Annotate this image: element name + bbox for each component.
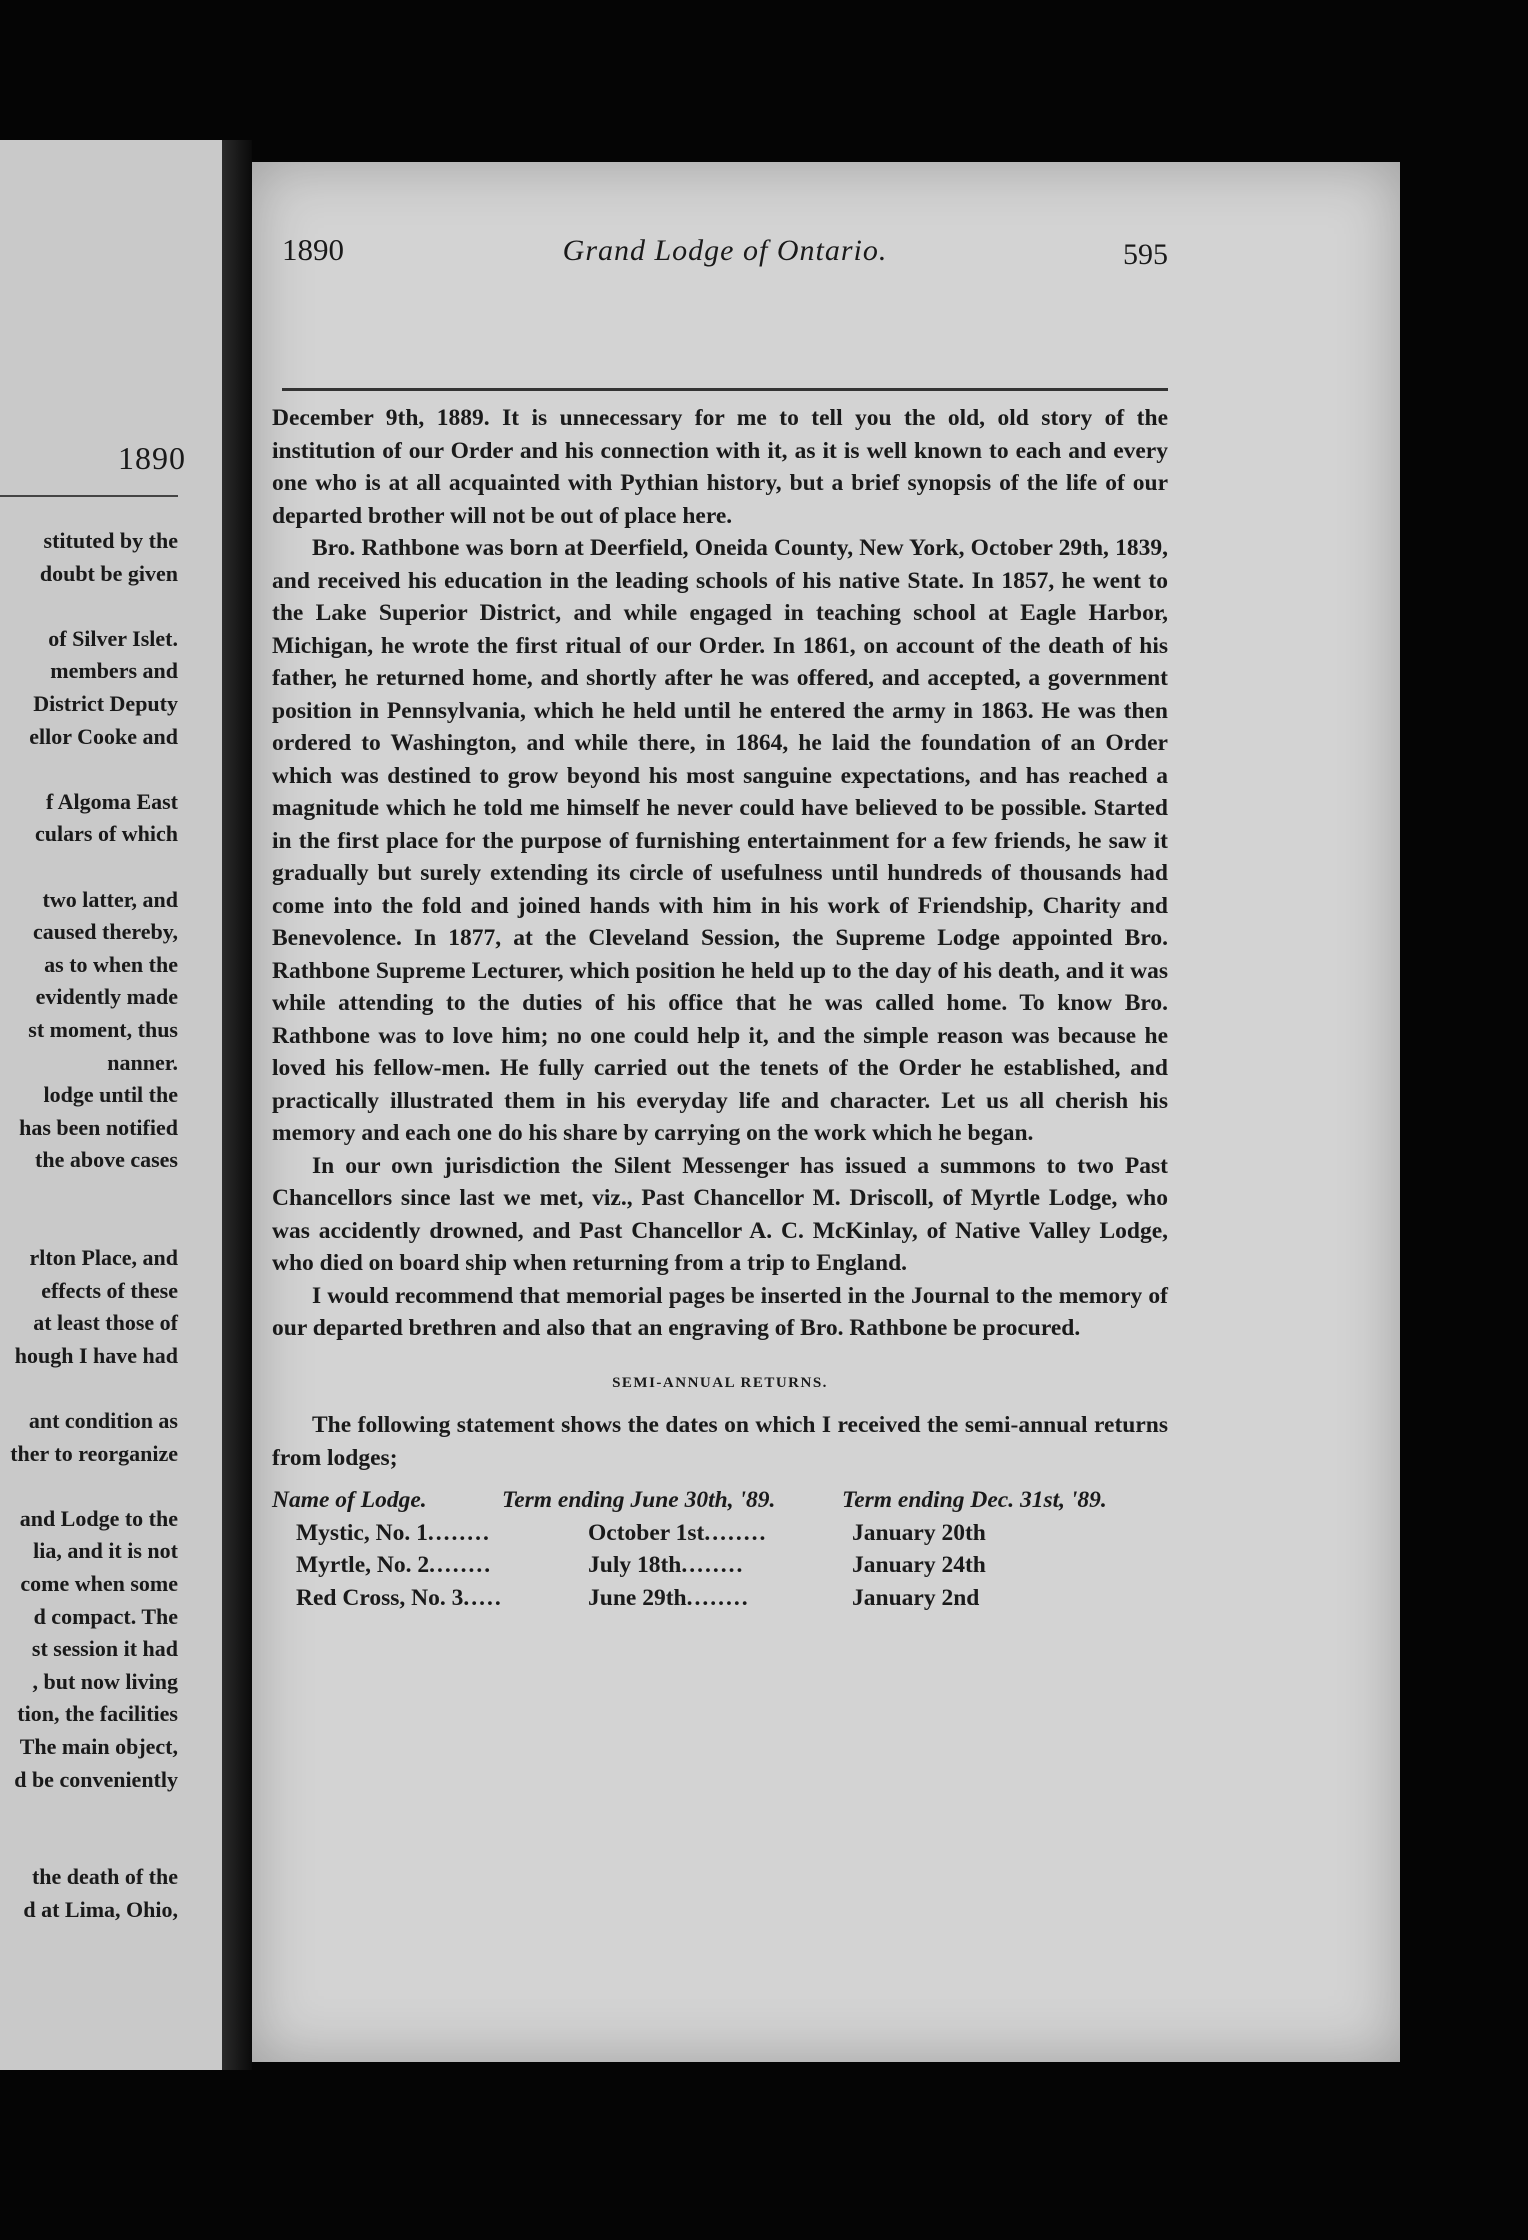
dec-date: January 20th — [852, 1519, 986, 1546]
left-page-line: the above cases — [35, 1147, 178, 1173]
left-page-line: tion, the facilities — [17, 1701, 178, 1727]
left-page-line: lodge until the — [43, 1082, 178, 1108]
left-page-line: has been notified — [19, 1114, 178, 1140]
left-page-line: , but now living — [32, 1668, 178, 1694]
left-page-line: d be conveniently — [14, 1766, 178, 1792]
left-page-text — [0, 525, 178, 1927]
left-page-line: ther to reorganize — [10, 1440, 178, 1466]
dec-date: January 24th — [852, 1552, 986, 1578]
left-page-line: ant condition as — [28, 1408, 178, 1434]
header-lodge: Name of Lodge. — [272, 1487, 427, 1513]
left-page-line: caused thereby, — [32, 919, 178, 945]
june-date: June 29th — [588, 1584, 687, 1611]
lodge-name: Myrtle, No. 2 — [296, 1552, 430, 1578]
left-page-line: stituted by the — [43, 528, 178, 553]
right-page — [252, 162, 1400, 2062]
left-page-line — [0, 1796, 178, 1829]
left-page-line: effects of these — [41, 1277, 178, 1303]
left-page-line — [0, 590, 178, 623]
header-rule — [282, 388, 1168, 391]
lodge-name: Red Cross, No. 3 — [296, 1584, 464, 1611]
lodge-name: Mystic, No. 1 — [296, 1519, 428, 1546]
left-page-line: d compact. The — [33, 1603, 178, 1629]
left-page-line — [0, 851, 178, 884]
left-facing-page — [0, 140, 222, 2070]
left-page-line: st session it had — [31, 1636, 178, 1662]
returns-intro: The following statement shows the dates on which I received the semi-annual returns from lodges; — [272, 1412, 1168, 1471]
left-page-line — [0, 1470, 178, 1503]
june-date: July 18th — [588, 1552, 682, 1578]
left-page-line: at least those of — [33, 1310, 178, 1336]
left-page-line: st moment, thus — [28, 1016, 178, 1042]
left-page-line: the death of the — [31, 1864, 178, 1890]
header-june: Term ending June 30th, '89. — [502, 1487, 776, 1513]
left-page-line: hough I have had — [14, 1342, 178, 1368]
paragraph: Bro. Rathbone was born at Deerfield, Oneida County, New York, October 29th, 1839, and received his education in the leading schools of his native State. In 1857, he went to the Lake Superior District, and while engaged in teaching school at Eagle Harbor, Michigan, he wrote the first ritual of our Order. In 1861, on account of the death of his father, he returned home, and shortly after he was offered, and accepted, a government position in Pennsylvania, which he held until he entered the army in 1863. He was then ordered to Washington, and while there, in 1864, he laid the foundation of an Order which was destined to grow beyond his most sanguine expectations, and has reached a magnitude which he told me himself he never could have believed to be possible. Started in the first place for the purpose of furnishing entertainment for a few friends, he saw it gradually but surely extending its circle of usefulness until hundreds of thousands had come into the fold and joined hands with him in his work of Friendship, Charity and Benevolence. In 1877, at the Cleveland Session, the Supreme Lodge appointed Bro. Rathbone Supreme Lecturer, which position he held up to the day of his death, and it was while attending to the duties of his office that he was called home. To know Bro. Rathbone was to love him; no one could help it, and the simple reason was because he loved his fellow-men. He fully carried out the tenets of the Order he established, and practically illustrated them in his everyday life and character. Let us all cherish his memory and each one do his share by carrying on the work which he began. — [272, 535, 1168, 1146]
left-page-line: come when some — [20, 1571, 178, 1596]
june-date: October 1st — [588, 1519, 705, 1546]
left-page-line — [0, 1372, 178, 1405]
left-page-line: evidently made — [35, 984, 178, 1010]
running-header — [282, 230, 1168, 280]
page-body — [272, 402, 1168, 1614]
left-page-line — [0, 1177, 178, 1210]
left-page-year: 1890 — [118, 440, 186, 476]
left-page-line — [0, 1829, 178, 1862]
page-gutter — [222, 140, 252, 2070]
table-row: Myrtle, No. 2........ July 18th........ January 24th — [296, 1552, 986, 1578]
header-year: 1890 — [282, 232, 344, 267]
left-page-line: as to when the — [44, 951, 178, 977]
paragraph: I would recommend that memorial pages be inserted in the Journal to the memory of our departed brethren and also that an engraving of Bro. Rathbone be procured. — [272, 1282, 1168, 1341]
left-page-line: ellor Cooke and — [29, 723, 178, 749]
left-page-line: doubt be given — [39, 560, 178, 586]
table-row: Mystic, No. 1........ October 1st........ January 20th — [296, 1519, 986, 1546]
header-title: Grand Lodge of Ontario. — [562, 234, 888, 267]
section-heading: SEMI-ANNUAL RETURNS. — [612, 1374, 828, 1391]
left-page-line — [0, 753, 178, 786]
paragraph: December 9th, 1889. It is unnecessary for me to tell you the old, old story of the institution of our Order and his connection with it, as it is well known to each and every one who is at all acquainted with Pythian history, but a brief synopsis of the life of our departed brother will not be out of place here. — [272, 405, 1168, 529]
left-page-line: culars of which — [35, 821, 178, 847]
dec-date: January 2nd — [852, 1584, 980, 1611]
left-page-line: d at Lima, Ohio, — [23, 1896, 178, 1922]
page-number: 595 — [1123, 238, 1168, 271]
left-page-line: nanner. — [107, 1049, 178, 1075]
table-row: Red Cross, No. 3..... June 29th........ January 2nd — [296, 1584, 980, 1611]
left-page-line: two latter, and — [42, 886, 178, 912]
returns-table-header — [272, 1484, 1168, 1517]
header-dec: Term ending Dec. 31st, '89. — [842, 1487, 1107, 1513]
left-page-line: lia, and it is not — [33, 1538, 178, 1564]
left-page-rule — [0, 495, 178, 497]
paragraph: In our own jurisdiction the Silent Messenger has issued a summons to two Past Chancellors since last we met, viz., Past Chancellor M. Driscoll, of Myrtle Lodge, who was accidently drowned, and Past Chancellor A. C. McKinlay, of Native Valley Lodge, who died on board ship when returning from a trip to England. — [272, 1152, 1168, 1276]
left-page-line: members and — [50, 658, 178, 684]
left-page-line: District Deputy — [33, 690, 178, 716]
left-page-line: f Algoma East — [46, 788, 178, 814]
left-page-line: and Lodge to the — [19, 1505, 178, 1531]
left-page-line: of Silver Islet. — [48, 625, 178, 651]
left-page-line: rlton Place, and — [29, 1245, 178, 1271]
left-page-line: The main object, — [19, 1733, 178, 1759]
left-page-line — [0, 1209, 178, 1242]
